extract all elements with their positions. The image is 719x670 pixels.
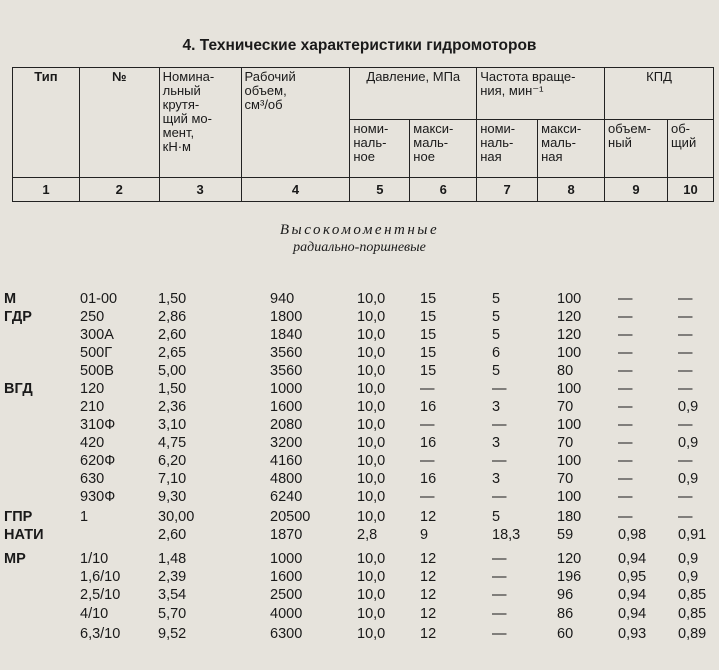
- cell-moment: 3,54: [158, 587, 187, 603]
- cell-f-max: 70: [557, 399, 574, 415]
- cell-f-max: 80: [557, 363, 574, 379]
- table-row: [0, 587, 719, 605]
- cell-f-max: 100: [557, 291, 582, 307]
- cell-num: 250: [80, 309, 105, 325]
- cell-p-max: 12: [420, 569, 437, 585]
- cell-p-max: —: [420, 453, 435, 469]
- cell-p-nom: 10,0: [357, 291, 386, 307]
- table-row: [0, 606, 719, 624]
- cell-moment: 2,36: [158, 399, 187, 415]
- cell-volume: 6300: [270, 626, 303, 642]
- cell-f-max: 60: [557, 626, 574, 642]
- cell-f-nom: 5: [492, 327, 501, 343]
- cell-e-tot: —: [678, 417, 693, 433]
- cell-f-max: 70: [557, 435, 574, 451]
- table-row: [0, 417, 719, 435]
- cell-p-nom: 10,0: [357, 471, 386, 487]
- cell-p-nom: 10,0: [357, 435, 386, 451]
- cell-e-vol: —: [618, 381, 633, 397]
- cell-e-vol: —: [618, 471, 633, 487]
- cell-f-nom: 5: [492, 509, 501, 525]
- cell-e-vol: 0,94: [618, 587, 647, 603]
- table-row: [0, 453, 719, 471]
- cell-volume: 20500: [270, 509, 311, 525]
- table-row: [0, 363, 719, 381]
- cell-p-nom: 10,0: [357, 345, 386, 361]
- col-number: 2: [79, 178, 159, 202]
- cell-p-max: 15: [420, 327, 437, 343]
- col-number: 3: [159, 178, 241, 202]
- cell-type: М: [4, 291, 17, 307]
- cell-f-max: 96: [557, 587, 574, 603]
- cell-moment: 2,39: [158, 569, 187, 585]
- cell-volume: 3200: [270, 435, 303, 451]
- cell-e-tot: —: [678, 309, 693, 325]
- cell-p-max: 9: [420, 527, 429, 543]
- cell-e-vol: —: [618, 435, 633, 451]
- cell-num: 500Г: [80, 345, 113, 361]
- col-number: 5: [350, 178, 410, 202]
- cell-e-tot: —: [678, 327, 693, 343]
- cell-p-nom: 10,0: [357, 489, 386, 505]
- cell-f-max: 100: [557, 489, 582, 505]
- cell-moment: 2,60: [158, 327, 187, 343]
- cell-moment: 2,65: [158, 345, 187, 361]
- cell-e-vol: —: [618, 489, 633, 505]
- cell-p-max: 12: [420, 626, 437, 642]
- cell-p-nom: 10,0: [357, 453, 386, 469]
- cell-f-nom: —: [492, 417, 507, 433]
- cell-p-nom: 10,0: [357, 606, 386, 622]
- cell-volume: 1600: [270, 399, 303, 415]
- table-row: [0, 471, 719, 489]
- cell-f-nom: 5: [492, 309, 501, 325]
- cell-moment: 1,50: [158, 381, 187, 397]
- cell-f-nom: —: [492, 569, 507, 585]
- cell-moment: 4,75: [158, 435, 187, 451]
- cell-e-tot: 0,91: [678, 527, 707, 543]
- cell-num: 120: [80, 381, 105, 397]
- cell-type: НАТИ: [4, 527, 44, 543]
- cell-moment: 6,20: [158, 453, 187, 469]
- cell-volume: 1600: [270, 569, 303, 585]
- col-number: 4: [241, 178, 350, 202]
- cell-f-nom: 5: [492, 363, 501, 379]
- table-row: [0, 527, 719, 545]
- cell-p-nom: 10,0: [357, 509, 386, 525]
- header-moment: Номина- льный крутя- щий мо- мент, кН·м: [159, 68, 241, 178]
- header-freq-max: макси- маль- ная: [538, 120, 605, 178]
- header-freq: Частота враще- ния, мин⁻¹: [477, 68, 605, 120]
- cell-f-max: 59: [557, 527, 574, 543]
- col-number: 1: [13, 178, 80, 202]
- cell-p-max: —: [420, 381, 435, 397]
- cell-p-max: 15: [420, 363, 437, 379]
- cell-type: МР: [4, 551, 26, 567]
- cell-e-tot: 0,89: [678, 626, 707, 642]
- cell-num: 1,6/10: [80, 569, 121, 585]
- header-table: [12, 67, 714, 202]
- cell-e-vol: 0,94: [618, 551, 647, 567]
- col-number: 10: [667, 178, 713, 202]
- cell-p-max: 12: [420, 509, 437, 525]
- cell-e-tot: —: [678, 291, 693, 307]
- cell-moment: 5,00: [158, 363, 187, 379]
- cell-p-nom: 2,8: [357, 527, 378, 543]
- cell-type: ГДР: [4, 309, 32, 325]
- cell-f-max: 120: [557, 551, 582, 567]
- cell-e-tot: 0,9: [678, 471, 699, 487]
- cell-e-vol: —: [618, 417, 633, 433]
- cell-volume: 6240: [270, 489, 303, 505]
- cell-volume: 4160: [270, 453, 303, 469]
- cell-num: 01-00: [80, 291, 118, 307]
- cell-e-vol: —: [618, 363, 633, 379]
- page-title: 4. Технические характеристики гидромоторов: [182, 37, 537, 54]
- table-row: [0, 381, 719, 399]
- cell-e-tot: —: [678, 381, 693, 397]
- table-row: [0, 569, 719, 587]
- cell-f-nom: 3: [492, 399, 501, 415]
- column-number-row: [13, 178, 714, 202]
- cell-f-max: 100: [557, 417, 582, 433]
- cell-p-nom: 10,0: [357, 309, 386, 325]
- cell-f-nom: —: [492, 626, 507, 642]
- cell-volume: 1000: [270, 381, 303, 397]
- cell-f-nom: 3: [492, 435, 501, 451]
- cell-num: 6,3/10: [80, 626, 121, 642]
- col-number: 9: [605, 178, 668, 202]
- header-num: №: [79, 68, 159, 178]
- cell-e-tot: —: [678, 363, 693, 379]
- cell-volume: 3560: [270, 345, 303, 361]
- cell-f-max: 70: [557, 471, 574, 487]
- cell-e-vol: —: [618, 327, 633, 343]
- cell-p-nom: 10,0: [357, 569, 386, 585]
- table-row: [0, 509, 719, 527]
- cell-p-max: 15: [420, 345, 437, 361]
- cell-f-max: 120: [557, 327, 582, 343]
- cell-f-nom: 5: [492, 291, 501, 307]
- cell-f-max: 100: [557, 381, 582, 397]
- cell-e-vol: 0,98: [618, 527, 647, 543]
- cell-volume: 2080: [270, 417, 303, 433]
- col-number: 7: [477, 178, 538, 202]
- table-row: [0, 327, 719, 345]
- header-kpd: КПД: [605, 68, 714, 120]
- cell-num: 1/10: [80, 551, 109, 567]
- cell-p-max: —: [420, 489, 435, 505]
- cell-moment: 1,50: [158, 291, 187, 307]
- cell-p-max: 15: [420, 309, 437, 325]
- cell-e-tot: 0,9: [678, 399, 699, 415]
- cell-p-nom: 10,0: [357, 363, 386, 379]
- cell-e-vol: —: [618, 399, 633, 415]
- cell-volume: 4000: [270, 606, 303, 622]
- cell-f-max: 196: [557, 569, 582, 585]
- cell-e-tot: —: [678, 509, 693, 525]
- cell-moment: 5,70: [158, 606, 187, 622]
- cell-moment: 3,10: [158, 417, 187, 433]
- cell-f-nom: —: [492, 587, 507, 603]
- col-number: 6: [410, 178, 477, 202]
- cell-e-vol: 0,94: [618, 606, 647, 622]
- cell-p-max: 12: [420, 587, 437, 603]
- cell-e-tot: 0,85: [678, 587, 707, 603]
- cell-volume: 3560: [270, 363, 303, 379]
- cell-p-max: 16: [420, 435, 437, 451]
- header-kpd-vol: объем- ный: [605, 120, 668, 178]
- cell-f-max: 86: [557, 606, 574, 622]
- table-row: [0, 291, 719, 309]
- cell-num: 1: [80, 509, 89, 525]
- cell-e-tot: —: [678, 453, 693, 469]
- cell-volume: 1840: [270, 327, 303, 343]
- cell-p-max: 12: [420, 551, 437, 567]
- cell-type: ВГД: [4, 381, 33, 397]
- cell-num: 500В: [80, 363, 114, 379]
- header-pressure: Давление, МПа: [350, 68, 477, 120]
- cell-moment: 7,10: [158, 471, 187, 487]
- cell-p-max: —: [420, 417, 435, 433]
- cell-p-nom: 10,0: [357, 327, 386, 343]
- cell-moment: 9,30: [158, 489, 187, 505]
- cell-num: 300А: [80, 327, 114, 343]
- cell-num: 2,5/10: [80, 587, 121, 603]
- header-freq-nom: номи- наль- ная: [477, 120, 538, 178]
- header-kpd-total: об- щий: [667, 120, 713, 178]
- cell-volume: 1870: [270, 527, 303, 543]
- table-row: [0, 345, 719, 363]
- header-pressure-max: макси- маль- ное: [410, 120, 477, 178]
- col-number: 8: [538, 178, 605, 202]
- cell-volume: 1800: [270, 309, 303, 325]
- table-row: [0, 309, 719, 327]
- cell-p-nom: 10,0: [357, 399, 386, 415]
- cell-e-vol: —: [618, 509, 633, 525]
- cell-num: 420: [80, 435, 105, 451]
- cell-num: 630: [80, 471, 105, 487]
- cell-type: ГПР: [4, 509, 33, 525]
- cell-e-tot: 0,9: [678, 435, 699, 451]
- cell-e-vol: 0,93: [618, 626, 647, 642]
- cell-e-vol: —: [618, 345, 633, 361]
- cell-p-nom: 10,0: [357, 626, 386, 642]
- cell-p-max: 16: [420, 471, 437, 487]
- cell-e-tot: —: [678, 345, 693, 361]
- cell-volume: 1000: [270, 551, 303, 567]
- cell-f-max: 180: [557, 509, 582, 525]
- cell-volume: 940: [270, 291, 295, 307]
- cell-num: 620Ф: [80, 453, 116, 469]
- cell-moment: 30,00: [158, 509, 195, 525]
- cell-p-max: 15: [420, 291, 437, 307]
- cell-volume: 2500: [270, 587, 303, 603]
- cell-p-nom: 10,0: [357, 381, 386, 397]
- table-row: [0, 399, 719, 417]
- table-row: [0, 489, 719, 507]
- section-subtitle: радиально-поршневые: [293, 240, 426, 255]
- cell-f-max: 100: [557, 453, 582, 469]
- cell-f-nom: 18,3: [492, 527, 521, 543]
- header-pressure-nom: номи- наль- ное: [350, 120, 410, 178]
- table-row: [0, 435, 719, 453]
- cell-e-vol: —: [618, 453, 633, 469]
- cell-f-nom: —: [492, 606, 507, 622]
- cell-f-max: 100: [557, 345, 582, 361]
- cell-p-nom: 10,0: [357, 551, 386, 567]
- cell-e-tot: 0,9: [678, 551, 699, 567]
- cell-num: 310Ф: [80, 417, 116, 433]
- cell-e-vol: 0,95: [618, 569, 647, 585]
- cell-e-vol: —: [618, 291, 633, 307]
- cell-f-nom: —: [492, 453, 507, 469]
- cell-p-nom: 10,0: [357, 417, 386, 433]
- cell-e-tot: 0,85: [678, 606, 707, 622]
- cell-volume: 4800: [270, 471, 303, 487]
- cell-moment: 2,86: [158, 309, 187, 325]
- header-type: Тип: [13, 68, 80, 178]
- cell-num: 4/10: [80, 606, 109, 622]
- cell-num: 210: [80, 399, 105, 415]
- table-row: [0, 626, 719, 644]
- cell-moment: 9,52: [158, 626, 187, 642]
- cell-f-nom: 6: [492, 345, 501, 361]
- cell-e-tot: 0,9: [678, 569, 699, 585]
- cell-e-vol: —: [618, 309, 633, 325]
- cell-f-max: 120: [557, 309, 582, 325]
- cell-f-nom: —: [492, 381, 507, 397]
- header-volume: Рабочий объем, см³/об: [241, 68, 350, 178]
- cell-f-nom: —: [492, 551, 507, 567]
- cell-e-tot: —: [678, 489, 693, 505]
- cell-moment: 1,48: [158, 551, 187, 567]
- table-row: [0, 551, 719, 569]
- cell-num: 930Ф: [80, 489, 116, 505]
- section-title: Высокомоментные: [279, 222, 440, 238]
- cell-p-nom: 10,0: [357, 587, 386, 603]
- cell-f-nom: 3: [492, 471, 501, 487]
- cell-p-max: 16: [420, 399, 437, 415]
- cell-f-nom: —: [492, 489, 507, 505]
- cell-p-max: 12: [420, 606, 437, 622]
- cell-moment: 2,60: [158, 527, 187, 543]
